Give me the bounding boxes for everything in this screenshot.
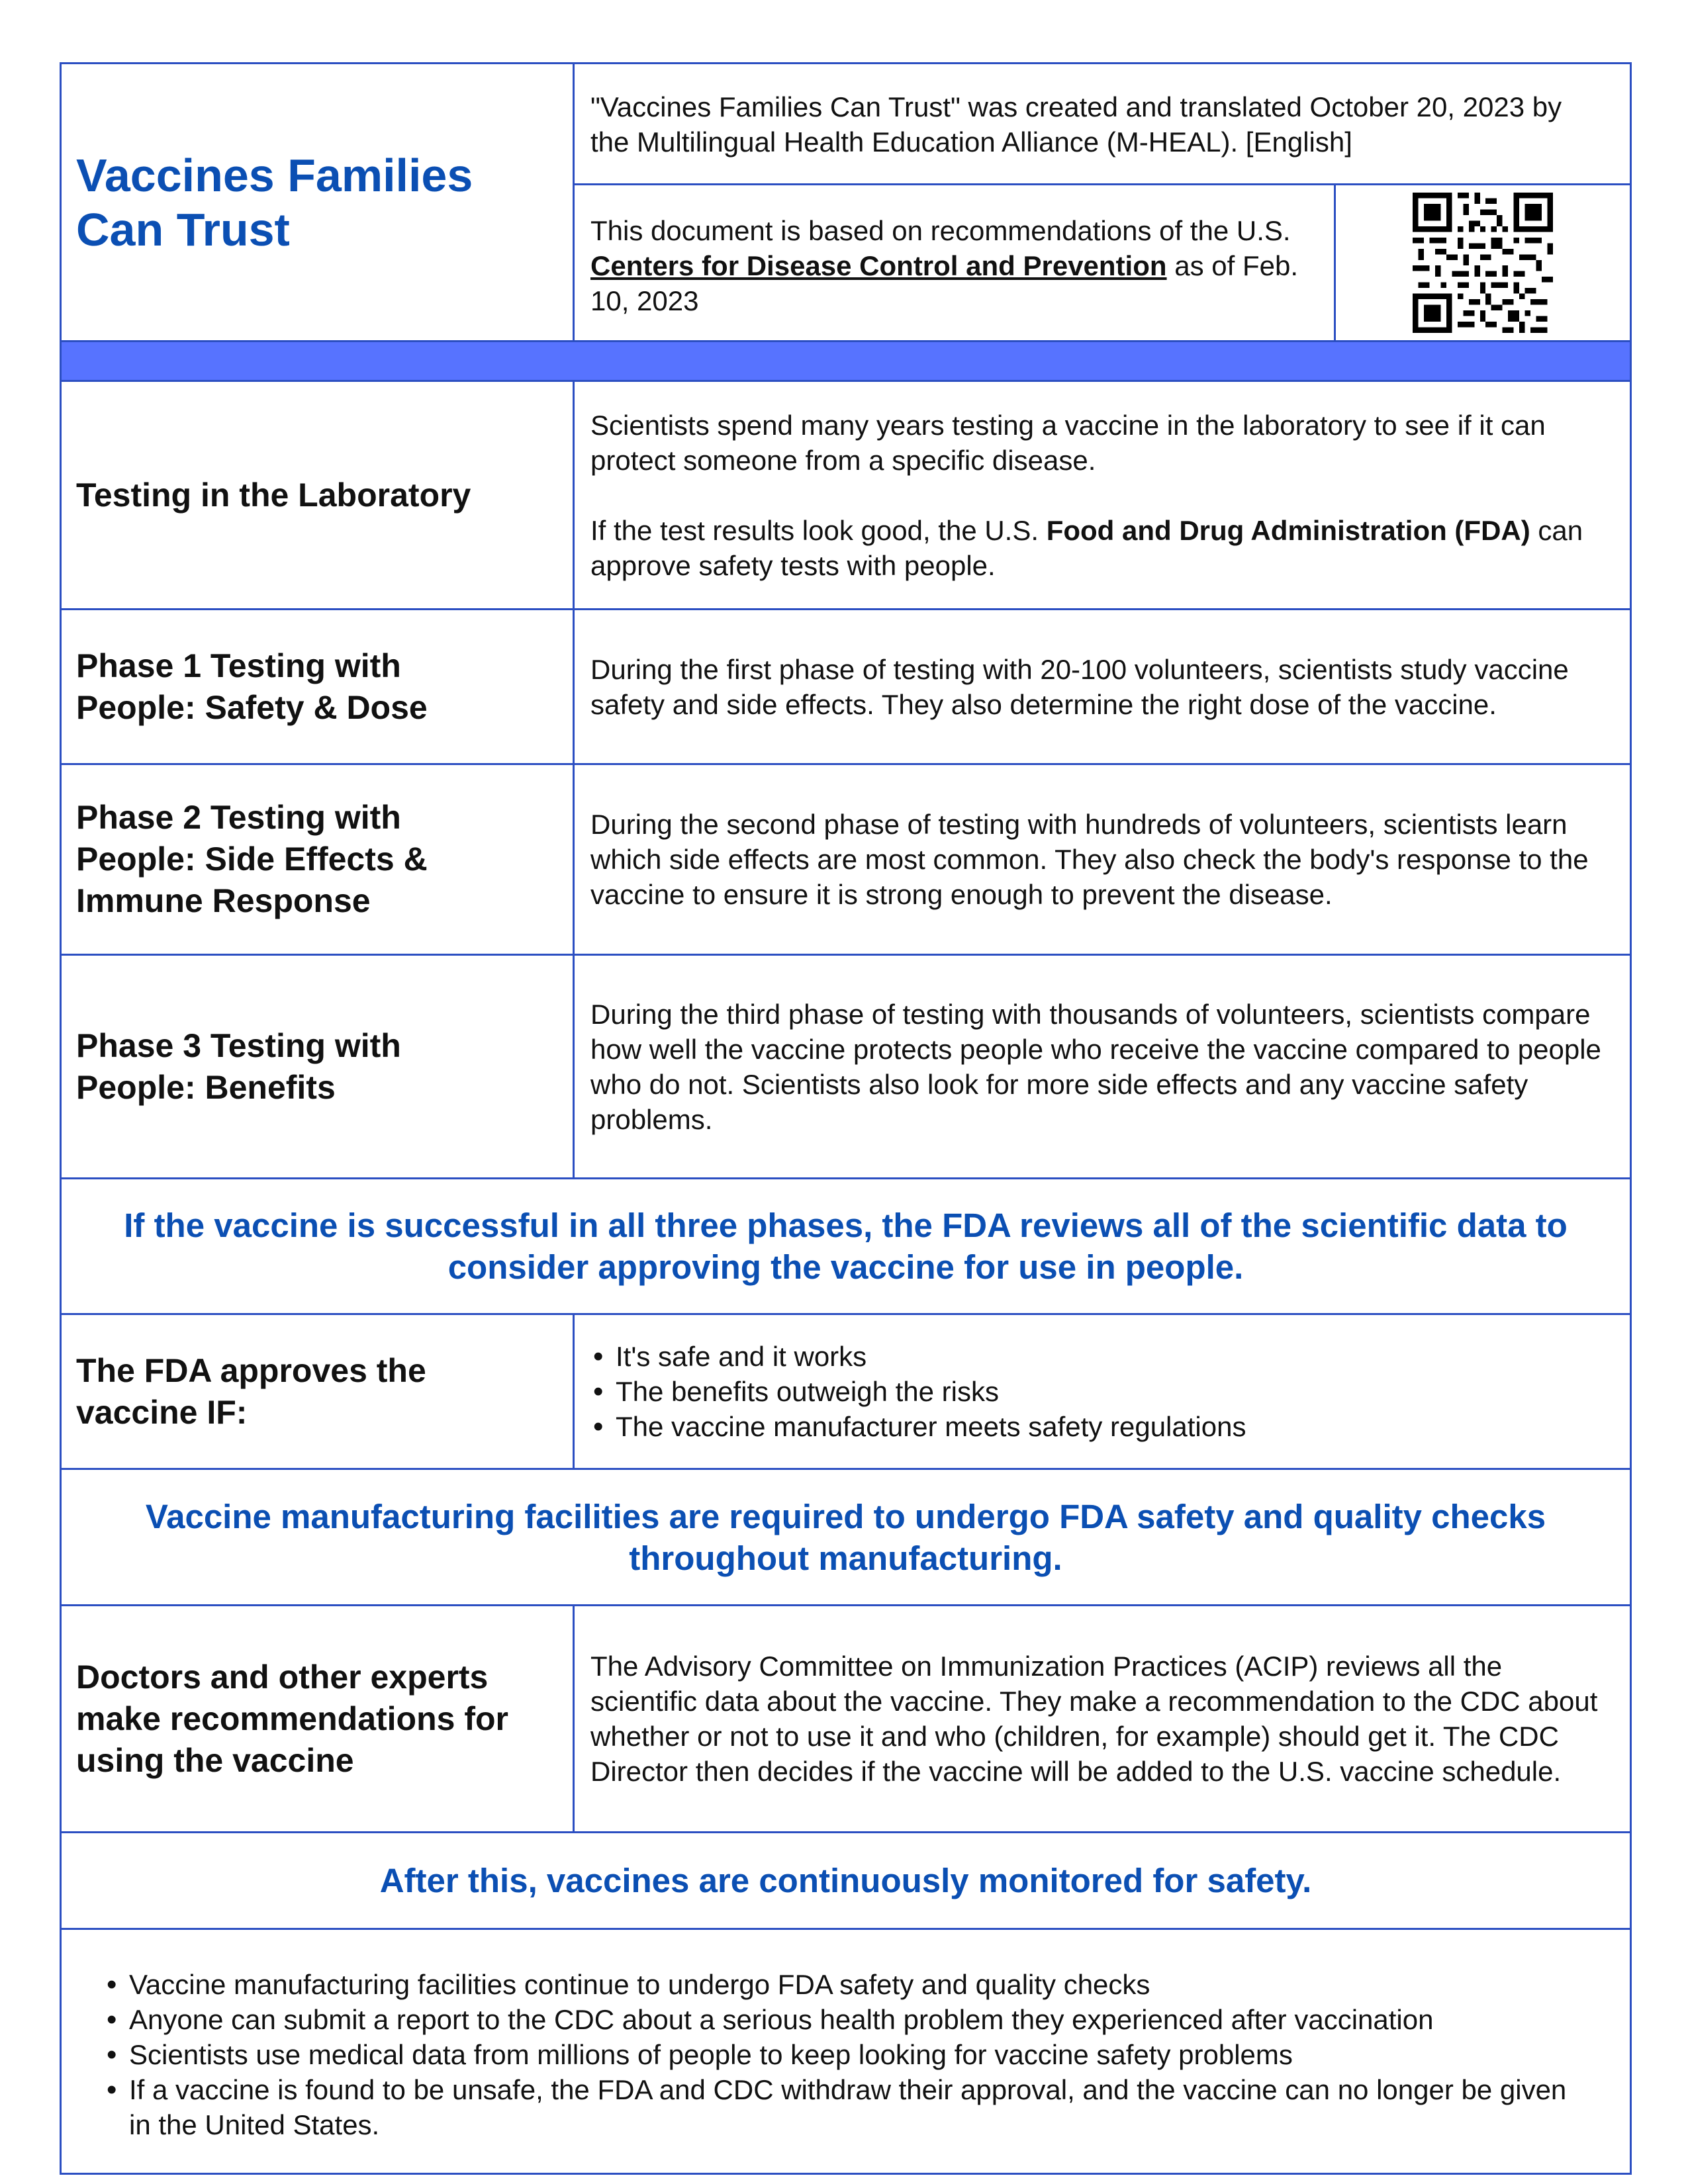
section-lab: [62, 382, 1630, 610]
title-line-1: Vaccines Families: [76, 149, 473, 201]
phase-3-heading-line-2: People: Benefits: [76, 1068, 336, 1106]
recommend-heading-cell: [62, 1606, 575, 1831]
lab-heading: Testing in the Laboratory: [76, 476, 471, 514]
lab-para-2: [590, 513, 1603, 583]
lab-para-2-prefix: If the test results look good, the U.S.: [590, 514, 1039, 546]
phase-1-heading-line-1: Phase 1 Testing with: [76, 647, 401, 684]
phase-1-heading-line-2: People: Safety & Dose: [76, 688, 428, 726]
recommend-heading-line-1: Doctors and other experts: [76, 1658, 489, 1696]
lab-heading-cell: [62, 382, 575, 608]
based-on-cell: [575, 185, 1336, 340]
document-title: [76, 148, 473, 257]
lab-para-1: Scientists spend many years testing a vaccine in the laboratory to see if it can protect someone from a specific disease.: [590, 409, 1546, 476]
qr-code-icon[interactable]: [1413, 193, 1553, 333]
section-phase-2: [62, 765, 1630, 956]
list-item: • Scientists use medical data from millions of people to keep looking for vaccine safety problems: [104, 2037, 1590, 2072]
list-item: • The vaccine manufacturer meets safety regulations: [590, 1409, 1603, 1444]
color-band: [62, 342, 1630, 382]
phase-2-body-cell: [575, 765, 1630, 954]
qr-cell: [1336, 185, 1630, 340]
section-phase-1: [62, 610, 1630, 765]
credit-text: "Vaccines Families Can Trust" was created and translated October 20, 2023 by the Multilingual Health Education Alliance (M-HEAL). [English]: [590, 91, 1562, 158]
approval-heading-cell: [62, 1315, 575, 1468]
phase-2-heading-line-2: People: Side Effects &: [76, 841, 428, 878]
phase-2-heading-line-3: Immune Response: [76, 882, 371, 919]
phase-2-heading-cell: [62, 765, 575, 954]
approval-heading: [76, 1350, 426, 1433]
recommend-text: The Advisory Committee on Immunization Practices (ACIP) reviews all the scientific data about the vaccine. They make a recommendation to the CDC about whether or not to use it and who (children, for example) should get it. The CDC Director then decides if the vaccine will be added to the U.S. vaccine schedule.: [590, 1651, 1598, 1787]
banner-manufacturing: Vaccine manufacturing facilities are required to undergo FDA safety and quality checks throughout manufacturing.: [62, 1470, 1630, 1606]
recommend-heading: [76, 1657, 508, 1782]
phase-3-heading: [76, 1025, 401, 1109]
phase-1-body-cell: [575, 610, 1630, 763]
approval-body-cell: [575, 1315, 1630, 1468]
phase-3-heading-line-1: Phase 3 Testing with: [76, 1026, 401, 1064]
phase-3-heading-cell: [62, 956, 575, 1177]
approval-heading-line-1: The FDA approves the: [76, 1351, 426, 1389]
header-row: [62, 64, 1630, 342]
list-item: • If a vaccine is found to be unsafe, the FDA and CDC withdraw their approval, and the vaccine can no longer be given in the United States.: [104, 2072, 1590, 2142]
title-line-2: Can Trust: [76, 203, 290, 255]
approval-heading-line-2: vaccine IF:: [76, 1393, 248, 1431]
phase-3-body-cell: [575, 956, 1630, 1177]
list-item: • It's safe and it works: [590, 1339, 1603, 1374]
phase-3-text: During the third phase of testing with thousands of volunteers, scientists compare how well the vaccine protects people who receive the vaccine compared to people who do not. Scientists also look for more side effects and any vaccine safety problems.: [590, 998, 1601, 1135]
banner-fda-review: If the vaccine is successful in all three phases, the FDA reviews all of the scientific data to consider approving the vaccine for use in people.: [62, 1179, 1630, 1315]
recommend-heading-line-3: using the vaccine: [76, 1741, 354, 1779]
phase-1-heading: [76, 645, 428, 729]
document-frame: [60, 62, 1632, 2175]
credit-cell: [575, 64, 1630, 185]
header-right: [575, 64, 1630, 340]
list-item: • Vaccine manufacturing facilities continue to undergo FDA safety and quality checks: [104, 1967, 1590, 2002]
monitoring-list: [104, 1967, 1590, 2142]
lab-body-cell: [575, 382, 1630, 608]
recommend-body-cell: [575, 1606, 1630, 1831]
phase-2-text: During the second phase of testing with hundreds of volunteers, scientists learn which side effects are most common. They also check the body's response to the vaccine to ensure it is strong enough to prevent the disease.: [590, 809, 1589, 910]
list-item: • The benefits outweigh the risks: [590, 1374, 1603, 1409]
approval-criteria-list: [590, 1339, 1603, 1444]
phase-1-heading-cell: [62, 610, 575, 763]
cdc-link[interactable]: Centers for Disease Control and Prevention: [590, 250, 1167, 281]
recommend-heading-line-2: make recommendations for: [76, 1700, 508, 1737]
banner-monitoring: After this, vaccines are continuously monitored for safety.: [62, 1833, 1630, 1930]
phase-1-text: During the first phase of testing with 20-100 volunteers, scientists study vaccine safety and side effects. They also determine the right dose of the vaccine.: [590, 653, 1569, 720]
section-recommendations: [62, 1606, 1630, 1833]
lab-para-2-suffix: can approve safety tests with people.: [590, 514, 1583, 581]
phase-2-heading: [76, 797, 428, 922]
title-cell: [62, 64, 575, 340]
section-approval: [62, 1315, 1630, 1470]
based-on-suffix: as of Feb. 10, 2023: [590, 250, 1298, 316]
based-on-prefix: This document is based on recommendations of the U.S.: [590, 215, 1291, 246]
phase-2-heading-line-1: Phase 2 Testing with: [76, 799, 401, 836]
fda-name: Food and Drug Administration (FDA): [1046, 514, 1530, 546]
section-monitoring: [62, 1930, 1630, 2173]
section-phase-3: [62, 956, 1630, 1179]
list-item: • Anyone can submit a report to the CDC about a serious health problem they experienced after vaccination: [104, 2002, 1590, 2037]
based-on-text: [590, 213, 1307, 318]
